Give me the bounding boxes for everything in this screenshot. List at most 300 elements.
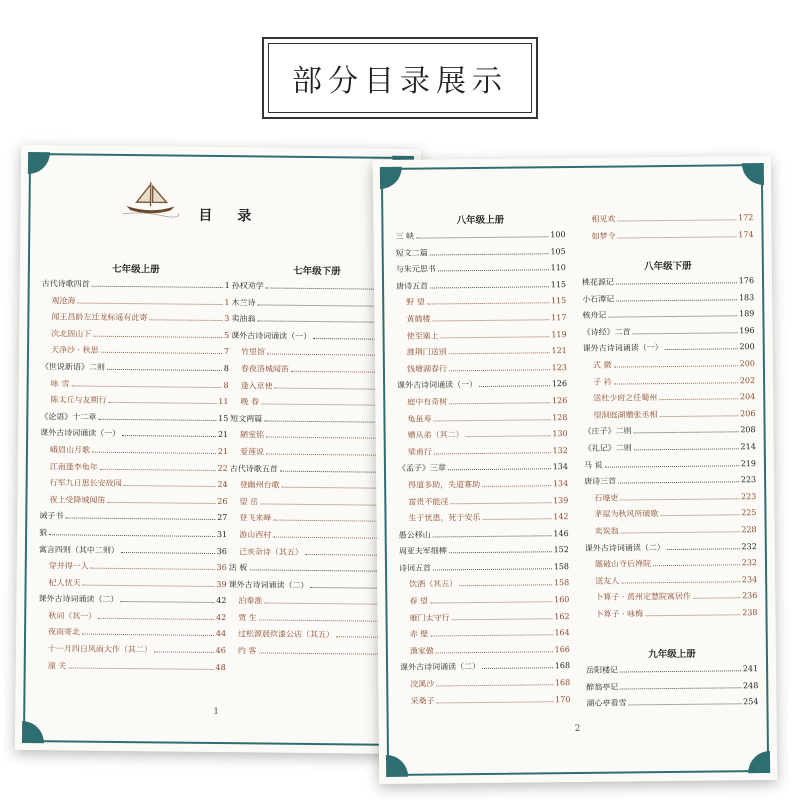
entry-page-number: 196: [739, 325, 755, 336]
toc-entry: [39, 510, 227, 523]
entry-title: 《论语》十二章: [40, 411, 97, 422]
toc-entry: [584, 474, 756, 487]
dot-leader: [249, 569, 396, 572]
toc-subentry: [38, 610, 226, 623]
dot-leader: [436, 701, 553, 703]
entry-page-number: 172: [738, 213, 754, 223]
toc-entry: [399, 544, 569, 557]
entry-title: 寓言四则（其中二则）: [38, 544, 119, 555]
toc-subentry: [585, 590, 757, 603]
entry-page-number: 115: [550, 279, 567, 290]
dot-leader: [122, 435, 216, 437]
toc-entry: [582, 275, 754, 288]
toc-subentry: [40, 461, 228, 474]
dot-leader: [124, 485, 216, 487]
entry-page-number: 3: [224, 314, 230, 324]
toc-entry: [584, 424, 756, 437]
dot-leader: [449, 552, 552, 554]
dot-leader: [258, 652, 395, 654]
toc-subentry: [397, 362, 567, 375]
toc-subentry: [396, 295, 566, 308]
dot-leader: [108, 402, 216, 404]
entry-page-number: 158: [553, 578, 570, 588]
entry-title: 诫子书: [39, 511, 64, 521]
entry-title: 富贵不能淫: [408, 496, 449, 507]
entry-title: 饮酒（其五）: [409, 579, 458, 590]
entry-title: 赠从弟（其二）: [407, 430, 464, 440]
dot-leader: [621, 531, 740, 533]
page-number: 1: [213, 706, 220, 718]
entry-page-number: 174: [738, 229, 754, 239]
toc-entry: [586, 696, 758, 709]
entry-page-number: 168: [554, 661, 571, 671]
entry-page-number: 204: [739, 392, 756, 402]
entry-title: 与朱元思书: [395, 264, 436, 275]
entry-page-number: 8: [223, 364, 229, 374]
dot-leader: [659, 398, 738, 400]
entry-page-number: 208: [740, 425, 756, 435]
toc-subentry: [229, 529, 399, 542]
dot-leader: [436, 651, 553, 653]
toc-entry: [584, 441, 756, 454]
dot-leader: [91, 568, 215, 570]
entry-title: 己亥杂诗（其五）: [238, 546, 303, 557]
dot-leader: [121, 551, 215, 553]
entry-title: 卜算子 · 黄州定慧院寓居作: [595, 592, 692, 603]
entry-title: 《诗经》二首: [582, 327, 631, 337]
entry-title: 课外古诗词诵读（一）: [231, 330, 312, 341]
toc-subentry: [41, 295, 229, 308]
entry-page-number: 219: [740, 458, 756, 468]
entry-page-number: 46: [215, 646, 226, 656]
entry-title: 穿井得一人: [48, 561, 89, 571]
entry-page-number: 39: [216, 579, 227, 589]
entry-title: 木兰诗: [231, 297, 256, 307]
entry-page-number: 139: [552, 495, 569, 505]
dot-leader: [430, 286, 549, 288]
column-heading: 九年级上册: [648, 648, 696, 661]
entry-page-number: 236: [742, 591, 758, 601]
entry-page-number: 254: [743, 697, 759, 707]
dot-leader: [98, 418, 216, 420]
dot-leader: [620, 498, 739, 500]
entry-title: 江南逢李龟年: [49, 461, 98, 472]
entry-title: 行军九日思长安故园: [49, 478, 122, 489]
toc-subentry: [398, 495, 568, 508]
entry-title: 《世说新语》二则: [40, 362, 105, 372]
entry-page-number: 126: [551, 379, 568, 389]
dot-leader: [667, 548, 740, 550]
entry-title: 《庄子》二则: [583, 426, 632, 437]
dot-leader: [605, 465, 739, 467]
entry-title: 湖心亭看雪: [586, 698, 627, 709]
dot-leader: [430, 253, 549, 255]
entry-title: 竹里馆: [240, 347, 266, 357]
dot-leader: [259, 619, 396, 621]
entry-title: 爱莲说: [239, 447, 265, 457]
dot-leader: [433, 419, 550, 421]
toc-entry: [396, 262, 566, 275]
dot-leader: [449, 402, 550, 404]
toc-subentry: [398, 478, 568, 491]
toc-subentry: [399, 594, 569, 607]
entry-title: 春夜洛城闻笛: [240, 364, 289, 374]
entry-page-number: 115: [550, 296, 567, 306]
entry-page-number: 128: [552, 412, 568, 422]
dot-leader: [634, 448, 739, 450]
entry-title: 十一月四日风雨大作（其二）: [47, 644, 152, 655]
corner-ornament: [748, 751, 770, 773]
toc-subentry: [397, 329, 567, 342]
dot-leader: [660, 515, 739, 517]
dot-leader: [98, 618, 214, 620]
toc-subentry: [229, 496, 399, 509]
entry-page-number: 200: [739, 342, 755, 352]
toc-subentry: [583, 408, 755, 421]
dot-leader: [427, 303, 549, 305]
toc-entry: [397, 378, 567, 391]
entry-title: 约 客: [237, 646, 257, 656]
entry-title: 题破山寺后禅院: [594, 559, 652, 569]
toc-subentry: [41, 311, 229, 324]
entry-title: 马 说: [583, 460, 603, 470]
toc-subentry: [229, 546, 399, 559]
toc-subentry: [399, 578, 569, 591]
toc-subentry: [400, 677, 570, 690]
dot-leader: [107, 369, 222, 371]
entry-title: 次北固山下: [51, 329, 92, 339]
dot-leader: [100, 468, 216, 470]
entry-title: 观沧海: [51, 295, 76, 306]
dot-leader: [433, 568, 552, 570]
entry-page-number: 11: [218, 397, 229, 407]
dot-leader: [120, 601, 214, 603]
toc-entry: [396, 246, 566, 259]
entry-page-number: 238: [742, 607, 758, 618]
dot-leader: [154, 651, 214, 653]
entry-title: 《礼记》二则: [583, 443, 632, 453]
toc-subentry: [41, 378, 229, 391]
dot-leader: [49, 534, 215, 537]
toc-entry: [42, 278, 230, 291]
entry-page-number: 121: [551, 346, 567, 356]
entry-page-number: 21: [217, 430, 229, 440]
toc-subentry: [41, 345, 229, 358]
dot-leader: [618, 236, 737, 238]
entry-page-number: 1: [224, 297, 230, 307]
entry-title: 望 岳: [239, 496, 259, 507]
entry-page-number: 110: [550, 263, 566, 273]
entry-title: 卖油翁: [231, 314, 256, 324]
entry-page-number: 146: [553, 528, 569, 538]
entry-page-number: 117: [551, 313, 567, 323]
dot-leader: [614, 382, 738, 384]
entry-title: 课外古诗词诵读（一）: [397, 380, 478, 391]
toc-entry: [40, 411, 228, 424]
dot-leader: [459, 585, 552, 587]
toc-subentry: [228, 612, 398, 625]
entry-page-number: 5: [224, 330, 230, 340]
entry-title: 岳阳楼记: [586, 665, 619, 675]
dot-leader: [71, 385, 221, 388]
toc-entry: [583, 341, 755, 354]
entry-page-number: 223: [740, 491, 757, 501]
toc-subentry: [40, 444, 228, 457]
entry-title: 逢入京使: [240, 380, 273, 391]
dot-leader: [634, 432, 739, 434]
toc-subentry: [585, 607, 757, 620]
entry-title: 峨眉山月歌: [49, 445, 91, 455]
entry-title: 赤 壁: [409, 629, 429, 639]
entry-title: 茅屋为秋风所破歌: [594, 509, 659, 520]
page-title: 目 录: [198, 207, 262, 225]
entry-title: 钱塘湖春行: [406, 364, 447, 374]
entry-title: 核舟记: [582, 310, 607, 321]
entry-title: 得道多助，失道寡助: [408, 479, 481, 490]
dot-leader: [448, 469, 551, 471]
corner-ornament: [386, 755, 408, 777]
entry-title: 小石潭记: [582, 294, 615, 304]
toc-entry: [40, 427, 228, 440]
toc-entry: [230, 463, 400, 476]
entry-page-number: 162: [554, 611, 570, 621]
entry-title: 醉翁亭记: [586, 682, 619, 692]
entry-title: 卜算子 · 咏梅: [595, 609, 644, 619]
column-heading: 七年级上册: [112, 263, 160, 276]
dot-leader: [430, 601, 552, 603]
dot-leader: [78, 302, 223, 305]
toc-entry: [399, 528, 569, 541]
dot-leader: [628, 703, 741, 705]
toc-column-grade9-vol1: [586, 648, 759, 715]
entry-title: 课外古诗词诵读（一）: [582, 343, 663, 354]
toc-entry: [229, 562, 399, 575]
dot-leader: [608, 315, 737, 317]
entry-title: 陋室铭: [240, 430, 265, 440]
entry-page-number: 168: [554, 678, 571, 688]
dot-leader: [430, 634, 552, 636]
entry-title: 生于忧患，死于安乐: [408, 513, 481, 523]
toc-subentry: [585, 574, 757, 587]
dot-leader: [149, 319, 222, 321]
dot-leader: [665, 349, 738, 351]
toc-subentry: [397, 412, 567, 425]
entry-title: 课外古诗词诵读（一）: [40, 428, 121, 439]
dot-leader: [482, 668, 553, 670]
dot-leader: [93, 335, 222, 337]
boat-icon: [120, 178, 180, 219]
toc-subentry: [584, 507, 756, 520]
dot-leader: [441, 336, 550, 338]
dot-leader: [68, 667, 213, 670]
toc-subentry: [584, 491, 756, 504]
entry-title: 秋词（其一）: [48, 611, 97, 621]
dot-leader: [92, 286, 223, 288]
dot-leader: [693, 598, 740, 599]
toc-subentry: [228, 645, 398, 658]
entry-title: 周亚夫军细柳: [398, 546, 447, 557]
entry-page-number: 170: [555, 694, 571, 704]
entry-title: 使至塞上: [406, 330, 439, 341]
toc-subentry: [39, 560, 227, 573]
entry-title: 送杜少府之任蜀州: [593, 393, 658, 403]
dot-leader: [466, 435, 551, 437]
toc-entry: [396, 279, 566, 292]
entry-page-number: 1: [224, 281, 230, 291]
entry-page-number: 21: [217, 446, 229, 457]
entry-title: 诗词五首: [398, 563, 432, 573]
dot-leader: [653, 564, 740, 566]
entry-page-number: 100: [550, 230, 566, 240]
entry-title: 黄鹤楼: [406, 314, 431, 324]
toc-subentry: [398, 511, 568, 524]
entry-title: 送友人: [595, 576, 620, 586]
entry-page-number: 200: [739, 359, 755, 369]
entry-title: 登幽州台歌: [239, 480, 280, 490]
entry-title: 晚 春: [240, 397, 260, 407]
entry-title: 狼: [39, 528, 48, 538]
dot-leader: [438, 269, 549, 271]
toc-entry: [582, 308, 754, 321]
toc-column-grade8-vol1: [395, 214, 570, 712]
corner-ornament: [380, 167, 402, 189]
dot-leader: [613, 365, 737, 367]
entry-page-number: 36: [216, 546, 227, 556]
entry-title: 望洞庭湖赠张丞相: [593, 409, 658, 420]
entry-page-number: 22: [217, 463, 228, 473]
toc-subentry: [583, 375, 755, 388]
toc-subentry: [228, 595, 398, 608]
section-banner: [262, 37, 538, 119]
entry-page-number: 24: [217, 480, 228, 490]
dot-leader: [432, 319, 549, 321]
entry-page-number: 48: [215, 662, 226, 672]
toc-subentry: [400, 644, 570, 657]
entry-page-number: 232: [741, 558, 758, 568]
toc-subentry: [583, 358, 755, 371]
toc-subentry: [39, 577, 227, 590]
entry-title: 天净沙 · 秋思: [50, 345, 99, 356]
toc-subentry: [38, 660, 226, 673]
entry-title: 梁甫行: [407, 447, 432, 457]
entry-page-number: 27: [217, 513, 228, 523]
dot-leader: [645, 614, 740, 616]
page-number: 2: [574, 723, 581, 735]
entry-title: 课外古诗词诵读（二）: [38, 594, 119, 605]
toc-entry: [584, 458, 756, 471]
toc-column-grade7-vol1: [38, 263, 230, 678]
entry-title: 孙权劝学: [231, 281, 264, 291]
entry-page-number: 214: [740, 442, 756, 452]
entry-title: 游山西村: [239, 530, 272, 540]
entry-page-number: 248: [742, 680, 759, 690]
column-heading: 八年级下册: [644, 260, 692, 273]
entry-title: 渔家傲: [409, 646, 434, 656]
entry-page-number: 123: [551, 362, 567, 372]
column-heading: 七年级下册: [293, 265, 341, 278]
dot-leader: [618, 481, 739, 483]
entry-page-number: 36: [216, 563, 227, 573]
entry-title: 短文两篇: [230, 413, 263, 424]
toc-entry: [38, 593, 226, 606]
entry-title: 如梦令: [591, 231, 616, 241]
entry-title: 咏 雪: [50, 378, 70, 389]
entry-page-number: 8: [223, 380, 229, 390]
entry-title: 式 微: [592, 360, 612, 370]
toc-entry: [398, 461, 568, 474]
toc-subentry: [581, 229, 753, 242]
dot-leader: [416, 236, 548, 238]
entry-title: 渡荆门送别: [406, 347, 447, 357]
column-heading: 八年级上册: [456, 214, 505, 227]
entry-title: 桃花源记: [581, 277, 615, 287]
entry-page-number: 228: [741, 525, 757, 535]
entry-title: 登飞来峰: [239, 513, 272, 523]
toc-subentry: [41, 328, 229, 341]
entry-title: 子 衿: [593, 377, 612, 387]
toc-subentry: [398, 445, 568, 458]
entry-page-number: 176: [738, 276, 755, 286]
entry-title: 庭中有奇树: [407, 397, 448, 407]
entry-title: 采桑子: [410, 696, 435, 706]
dot-leader: [479, 386, 550, 388]
entry-page-number: 134: [552, 478, 569, 489]
entry-title: 古代诗歌五首: [229, 463, 278, 474]
entry-title: 石壕吏: [594, 493, 619, 503]
dot-leader: [659, 415, 738, 417]
banner-title: 部分目录展示: [292, 64, 508, 99]
entry-page-number: 158: [553, 561, 570, 572]
entry-page-number: 164: [554, 628, 570, 638]
entry-title: 短文二篇: [395, 248, 428, 258]
toc-entry: [395, 229, 565, 242]
entry-page-number: 152: [553, 545, 569, 555]
entry-page-number: 206: [740, 408, 756, 419]
entry-page-number: 42: [216, 596, 227, 606]
toc-entry: [400, 661, 570, 674]
entry-page-number: 130: [552, 429, 568, 439]
entry-title: 陈太丘与友期行: [50, 395, 107, 405]
entry-page-number: 160: [554, 595, 570, 605]
entry-page-number: 15: [218, 413, 229, 423]
entry-title: 相见欢: [591, 214, 616, 224]
entry-title: 唐诗五首: [396, 281, 429, 291]
entry-title: 野 望: [406, 297, 425, 308]
toc-page-1: [15, 145, 421, 754]
dot-leader: [436, 684, 553, 686]
toc-subentry: [400, 627, 570, 640]
toc-subentry: [585, 524, 757, 537]
toc-subentry: [230, 479, 400, 492]
toc-subentry: [400, 694, 570, 707]
toc-entry: [586, 680, 758, 693]
dot-leader: [621, 581, 740, 583]
toc-subentry: [585, 557, 757, 570]
entry-title: 雁门太守行: [409, 612, 450, 623]
entry-title: 《孟子》三章: [397, 463, 447, 474]
toc-entry: [39, 527, 227, 540]
dot-leader: [620, 670, 741, 672]
toc-page-2: [373, 156, 778, 784]
entry-title: 浣溪沙: [410, 679, 435, 689]
toc-subentry: [399, 611, 569, 624]
toc-subentry: [38, 643, 226, 656]
toc-subentry: [38, 627, 226, 640]
entry-title: 夜上受降城闻笛: [49, 494, 106, 505]
entry-title: 春 望: [409, 596, 428, 606]
toc-subentry: [40, 394, 228, 407]
entry-page-number: 42: [216, 612, 227, 622]
